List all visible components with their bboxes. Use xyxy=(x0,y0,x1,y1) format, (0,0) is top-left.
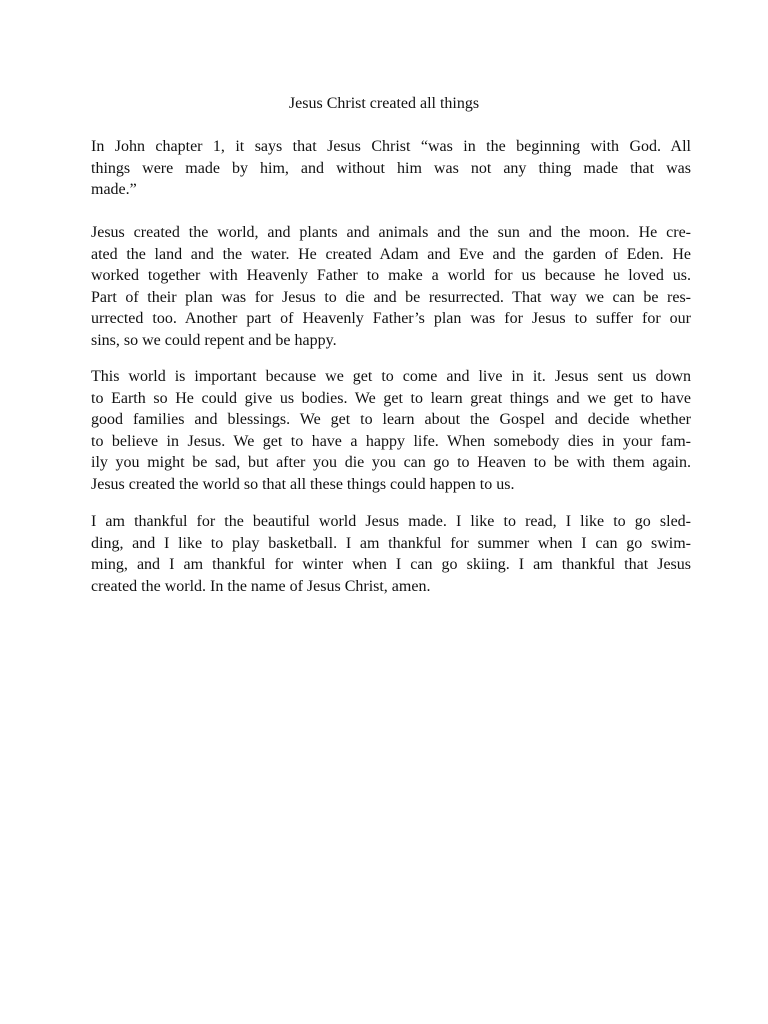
text-line: Part of their plan was for Jesus to die and be resurrected. That way we can be res- xyxy=(91,288,691,306)
text-line: ated the land and the water. He created Adam and Eve and the garden of Eden. He xyxy=(91,245,691,263)
text-line: sins, so we could repent and be happy. xyxy=(91,331,337,349)
paragraph-3 xyxy=(91,366,691,495)
text-line: ming, and I am thankful for winter when I can go skiing. I am thankful that Jesus xyxy=(91,556,691,573)
text-line: good families and blessings. We get to learn about the Gospel and decide whether xyxy=(91,411,691,428)
text-line: I am thankful for the beautiful world Jesus made. I like to read, I like to go sled- xyxy=(91,513,691,530)
text-line: things were made by him, and without him was not any thing made that was xyxy=(91,159,691,177)
text-line: urrected too. Another part of Heavenly Father’s plan was for Jesus to suffer for our xyxy=(91,310,691,327)
text-line: ily you might be sad, but after you die you can go to Heaven to be with them again. xyxy=(91,454,691,471)
paragraph-2 xyxy=(91,222,691,351)
document-title: Jesus Christ created all things xyxy=(288,95,480,112)
text-line: Jesus created the world so that all these things could happen to us. xyxy=(91,475,515,493)
text-line: created the world. In the name of Jesus Christ, amen. xyxy=(91,577,431,595)
text-line: This world is important because we get to come and live in it. Jesus sent us down xyxy=(91,368,691,385)
text-line: Jesus created the world, and plants and animals and the sun and the moon. He cre- xyxy=(91,224,691,241)
text-line: to Earth so He could give us bodies. We get to learn great things and we get to have xyxy=(91,389,691,407)
text-line: to believe in Jesus. We get to have a happy life. When somebody dies in your fam- xyxy=(91,432,691,450)
text-line: worked together with Heavenly Father to make a world for us because he loved us. xyxy=(91,267,691,284)
text-line: In John chapter 1, it says that Jesus Christ “was in the beginning with God. All xyxy=(91,138,691,155)
paragraph-1 xyxy=(91,136,691,201)
text-line: ding, and I like to play basketball. I am thankful for summer when I can go swim- xyxy=(91,534,691,552)
text-line: made.” xyxy=(91,181,137,198)
paragraph-4 xyxy=(91,511,691,597)
